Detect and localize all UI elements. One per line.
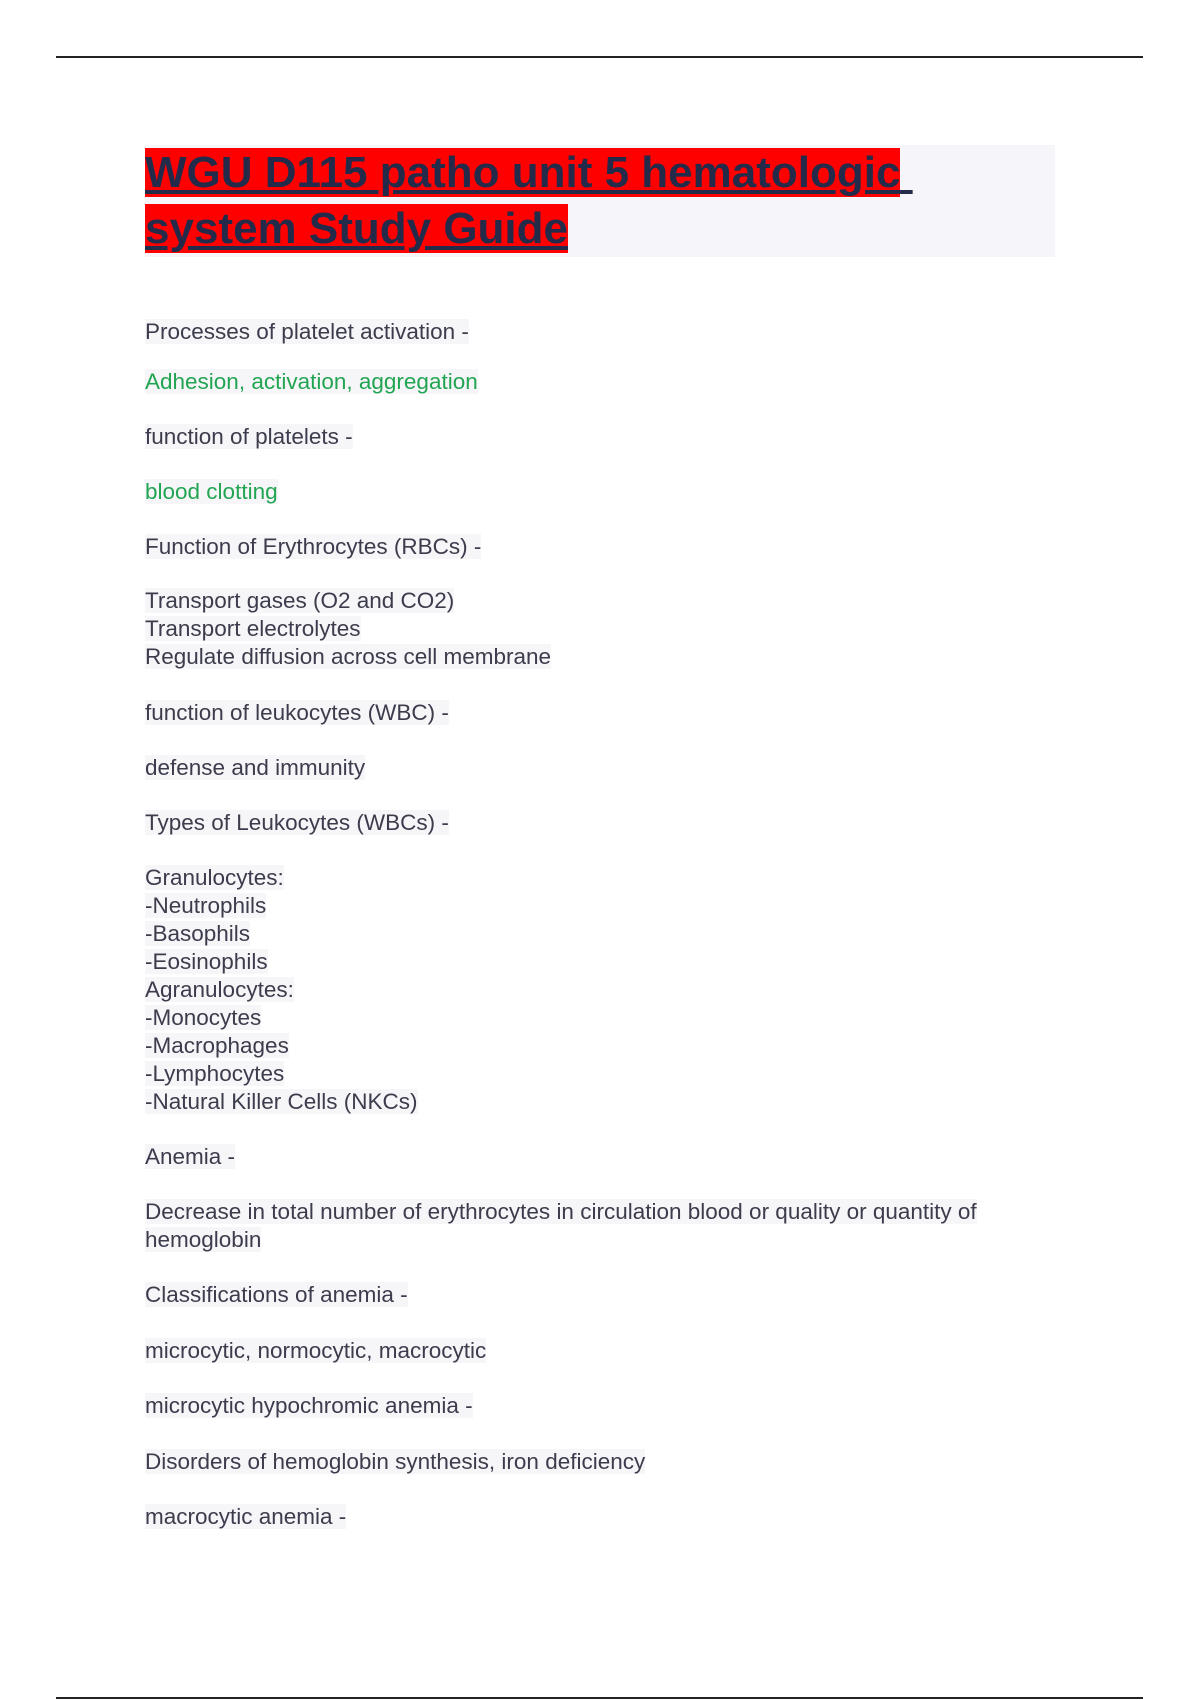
question-anemia: Anemia - [145, 1144, 236, 1169]
answer-line: -Basophils [145, 921, 251, 946]
question-leukocyte-types: Types of Leukocytes (WBCs) - [145, 810, 449, 835]
title-line-2: system Study Guide [145, 204, 569, 253]
answer-line: Regulate diffusion across cell membrane [145, 644, 552, 669]
study-guide-content [145, 302, 1065, 1531]
answer-line: -Neutrophils [145, 893, 267, 918]
answer-line: -Macrophages [145, 1033, 289, 1058]
document-title [145, 145, 1055, 257]
question-anemia-classifications: Classifications of anemia - [145, 1282, 408, 1307]
answer-line: Transport gases (O2 and CO2) [145, 588, 455, 613]
question-macrocytic-anemia: macrocytic anemia - [145, 1504, 347, 1529]
answer-line: Agranulocytes: [145, 977, 294, 1002]
question-platelet-activation: Processes of platelet activation - [145, 319, 469, 344]
answer-line: -Lymphocytes [145, 1061, 285, 1086]
answer-platelet-activation: Adhesion, activation, aggregation [145, 369, 478, 394]
top-rule [56, 56, 1143, 58]
question-microcytic-hypochromic-anemia: microcytic hypochromic anemia - [145, 1393, 473, 1418]
answer-leukocyte-function: defense and immunity [145, 755, 366, 780]
question-platelet-function: function of platelets - [145, 424, 353, 449]
answer-line: hemoglobin [145, 1227, 262, 1252]
answer-line: -Monocytes [145, 1005, 262, 1030]
question-leukocyte-function: function of leukocytes (WBC) - [145, 700, 449, 725]
answer-line: Granulocytes: [145, 865, 284, 890]
title-line-1: WGU D115 patho unit 5 hematologic [145, 148, 901, 197]
answer-line: -Eosinophils [145, 949, 268, 974]
bottom-rule [56, 1697, 1143, 1699]
answer-anemia [145, 1198, 1065, 1254]
answer-line: Decrease in total number of erythrocytes in circulation blood or quality or quantity of [145, 1199, 977, 1224]
answer-platelet-function: blood clotting [145, 479, 278, 504]
answer-line: Transport electrolytes [145, 616, 361, 641]
answer-erythrocyte-function [145, 587, 1065, 671]
answer-anemia-classifications: microcytic, normocytic, macrocytic [145, 1338, 487, 1363]
answer-line: -Natural Killer Cells (NKCs) [145, 1089, 418, 1114]
answer-microcytic-hypochromic-anemia: Disorders of hemoglobin synthesis, iron deficiency [145, 1449, 646, 1474]
question-erythrocyte-function: Function of Erythrocytes (RBCs) - [145, 534, 482, 559]
answer-leukocyte-types [145, 864, 1065, 1116]
title-block [145, 145, 1055, 257]
